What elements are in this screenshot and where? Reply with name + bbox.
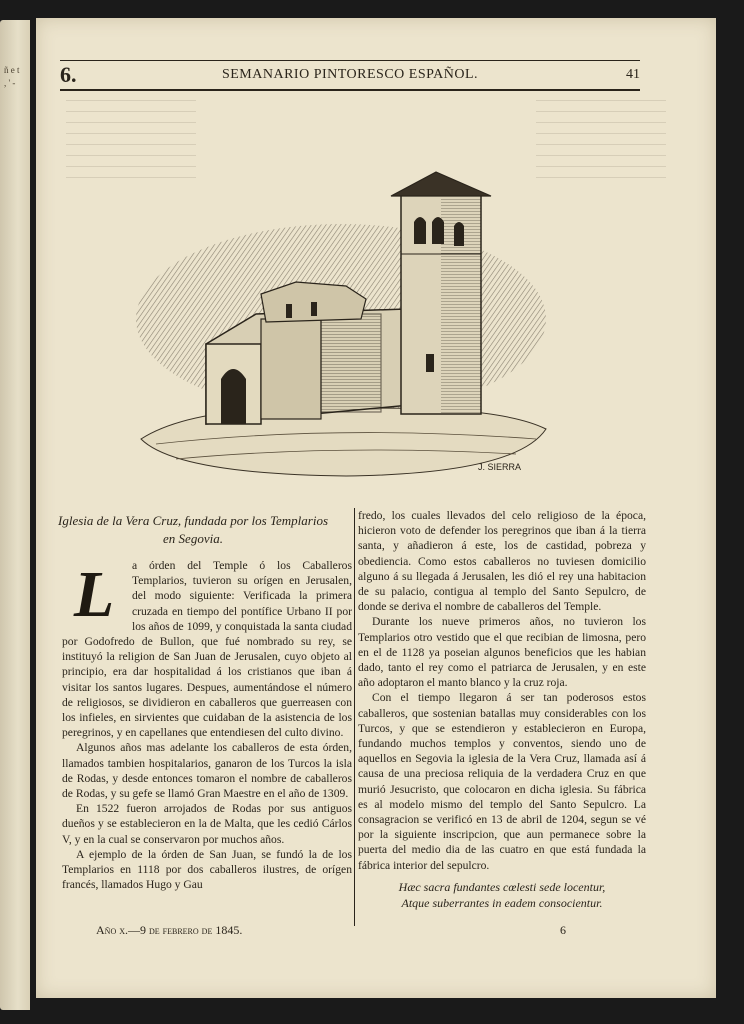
bell-tower <box>391 172 491 414</box>
engraver-signature: J. SIERRA <box>478 462 522 472</box>
paragraph: Con el tiempo llegaron á ser tan poderosos estos caballeros, que sostenian batallas muy considerables con los Turcos, y que se estendieron y establecieron en Europa, fundando muchos templos y conventos, siendo uno de aquellos en Segovia la iglesia de la Vera Cruz, llamada así á causa de una preciosa reliquia de la verdadera Cruz en que murió Jesucristo, que colocaron en dicha iglesia. Su fábrica es al modelo mismo del templo del Santo Sepulcro. La consagracion se verificó en 13 de abril de 1204, segun se vé por la siguiente inscripcion, que aun permanece sobre la puerta del medio dia de las cuatro en que está fundada la fábrica interior del sepulcro. <box>358 691 646 872</box>
page-number: 41 <box>625 67 640 82</box>
illustration-caption: Iglesia de la Vera Cruz, fundada por los Templarios en Segovia. <box>58 513 329 546</box>
newspaper-page <box>36 18 716 998</box>
page-footer <box>96 923 566 938</box>
page-header <box>60 63 640 87</box>
paragraph: Algunos años mas adelante los caballeros de esta órden, llamados tambien hospitalarios, ganaron de los Turcos la isla de Rodas, y desde entonces tomaron el nombre de caballeros de Rodas, y su gefe se llamó Gran Maestre en el año de 1309. <box>62 741 352 801</box>
ornamental-dropcap: L <box>73 558 115 631</box>
issue-date: Año x.—9 de febrero de 1845. <box>96 923 243 937</box>
sheet-number: 6 <box>560 923 566 937</box>
latin-inscription <box>358 879 646 911</box>
church-engraving <box>136 154 556 484</box>
column-divider <box>354 508 355 926</box>
paragraph: fredo, los cuales llevados del celo religioso de la época, hicieron voto de defender los peregrinos que iban á la tierra santa, y añadieron á este, los de castidad, pobreza y obediencia. Como estos caballeros no tuviesen domicilio alguno á su llegada á Jerusalen, les dió el rey una habitacion de su palacio, contigua al templo del Santo Sepulcro, de donde se deriva el nombre de caballeros del Temple. <box>358 509 646 614</box>
adjacent-page-marks: ñ e t , ' - <box>4 65 20 88</box>
paragraph: Durante los nueve primeros años, no tuvieron los Templarios otro vestido que el que recibian de limosna, pero en el de 1128 ya poseian algunos beneficios que les habian dado, tanto el rey como el patriarca de Jerusalen, y en este año adoptaron el manto blanco y la cruz roja. <box>358 615 646 690</box>
inscription-line: Hæc sacra fundantes cœlesti sede locentur, <box>398 879 606 894</box>
issue-number: 6. <box>60 62 77 87</box>
header-rule-bottom <box>60 89 640 91</box>
inscription-line: Atque suberrantes in eadem consocientur. <box>401 895 603 910</box>
publication-title: SEMANARIO PINTORESCO ESPAÑOL. <box>221 67 479 82</box>
paragraph: a órden del Temple ó los Caballeros Templarios, tuvieron su orígen en Jerusalen, del modo siguiente: Verificada la primera cruzada en tiempo del pontífice Urbano II por los años de 1099, y conquistada la santa ciudad por Godofredo de Bullon, que fué nombrado su rey, se instituyó la religion de San Juan de Jerusalen, cuyo objeto al principio, era dar hospitalidad á los cristianos que iban á visitar los santos lugares. Despues, aumentándose el número de religiosos, se dividieron en caballeros que guerreasen con los infieles, en sirvientes que cuidaban de la asistencia de los peregrinos, y en capellanes que entendiesen del culto divino. <box>62 559 352 740</box>
adjacent-page-edge <box>0 20 30 1010</box>
article-column-left <box>62 558 352 892</box>
header-rule-top <box>60 60 640 61</box>
paragraph: En 1522 fueron arrojados de Rodas por sus antiguos dueños y se establecieron en la de Malta, que les cedió Cárlos V, y en la cual se conservaron por muchos años. <box>62 802 352 846</box>
paragraph: A ejemplo de la órden de San Juan, se fundó la de los Templarios en 1118 por dos caballeros ilustres, de orígen francés, llamados Hugo y Gau <box>62 847 352 892</box>
article-column-right <box>358 508 646 911</box>
